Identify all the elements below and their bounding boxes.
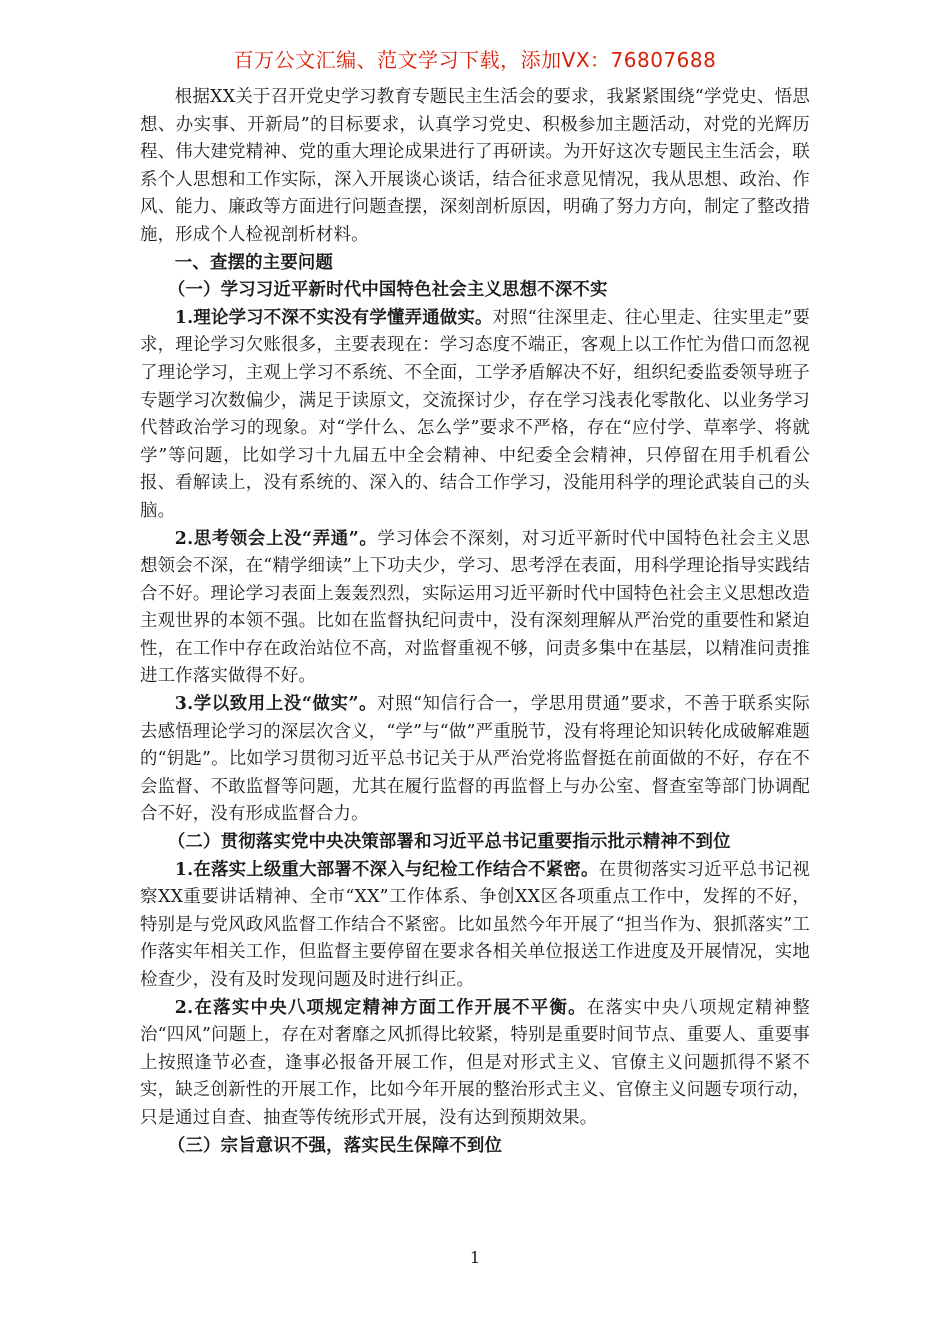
item-text: 对照“往深里走、往心里走、往实里走”要求，理论学习欠账很多，主要表现在：学习态度不端正，客观上以工作忙为借口而忽视了理论学习，主观上学习不系统、不全面，工学矛盾解决不好，组织纪委监委领导班子专题学习次数偏少，满足于读原文，交流探讨少，存在学习浅表化零散化、以业务学习代替政治学习的现象。对“学什么、怎么学”要求不严格，存在“应付学、草率学、将就学”等问题，比如学习十九届五中全会精神、中纪委全会精神，只停留在用手机看公报、看解读上，没有系统的、深入的、结合工作学习，没能用科学的理论武装自己的头脑。: [140, 307, 810, 521]
item-paragraph: [140, 526, 810, 692]
item-paragraph: [140, 691, 810, 829]
subsection-heading: （一）学习习近平新时代中国特色社会主义思想不深不实: [167, 280, 608, 301]
item-lead: 3.学以致用上没“做实”。: [174, 694, 378, 715]
item-text: 学习体会不深刻，对习近平新时代中国特色社会主义思想领会不深，在“精学细读”上下功夫少，学习、思考浮在表面，用科学理论指导实践结合不好。理论学习表面上轰轰烈烈，实际运用习近平新时代中国特色社会主义思想改造主观世界的本领不强。比如在监督执纪问责中，没有深刻理解从严治党的重要性和紧迫性，在工作中存在政治站位不高，对监督重视不够，问责多集中在基层，以精准问责推进工作落实做得不好。: [140, 528, 811, 687]
section-heading: 一、查摆的主要问题: [174, 252, 334, 273]
intro-paragraph: 根据XX关于召开党史学习教育专题民主生活会的要求，我紧紧围绕“学党史、悟思想、办实事、开新局”的目标要求，认真学习党史、积极参加主题活动，对党的光辉历程、伟大建党精神、党的重大理论成果进行了再研读。为开好这次专题民主生活会，联系个人思想和工作实际，深入开展谈心谈话，结合征求意见情况，我从思想、政治、作风、能力、廉政等方面进行问题查摆，深刻剖析原因，明确了努力方向，制定了整改措施，形成个人检视剖析材料。: [140, 87, 810, 245]
item-lead: 2.思考领会上没“弄通”。: [174, 528, 378, 549]
document-body: [140, 84, 810, 1160]
item-paragraph: [140, 995, 810, 1133]
download-banner: 百万公文汇编、范文学习下载，添加VX：76807688: [233, 48, 717, 72]
item-paragraph: [140, 857, 810, 995]
item-text: 在落实中央八项规定精神整治“四风”问题上，存在对奢靡之风抓得比较紧，特别是重要时间节点、重要人、重要事上按照逢节必查，逢事必报备开展工作，但是对形式主义、官僚主义问题抓得不紧不实，缺乏创新性的开展工作，比如今年开展的整治形式主义、官僚主义问题专项行动，只是通过自查、抽查等传统形式开展，没有达到预期效果。: [140, 997, 810, 1128]
subsection-heading: （三）宗旨意识不强，落实民生保障不到位: [167, 1135, 503, 1156]
item-text: 在贯彻落实习近平总书记视察XX重要讲话精神、全市“XX”工作体系、争创XX区各项重点工作中，发挥的不好，特别是与党风政风监督工作结合不紧密。比如虽然今年开展了“担当作为、狠抓落实”工作落实年相关工作，但监督主要停留在要求各相关单位报送工作进度及开展情况，实地检查少，没有及时发现问题及时进行纠正。: [140, 859, 810, 990]
item-lead: 1.理论学习不深不实没有学懂弄通做实。: [174, 307, 493, 328]
page-number: 1: [469, 1248, 481, 1267]
subsection-heading: （二）贯彻落实党中央决策部署和习近平总书记重要指示批示精神不到位: [167, 832, 731, 853]
item-text: 对照“知信行合一，学思用贯通”要求，不善于联系实际去感悟理论学习的深层次含义，“学”与“做”严重脱节，没有将理论知识转化成破解难题的“钥匙”。比如学习贯彻习近平总书记关于从严治党将监督挺在前面做的不好，存在不会监督、不敢监督等问题，尤其在履行监督的再监督上与办公室、督查室等部门协调配合不好，没有形成监督合力。: [140, 694, 810, 825]
item-lead: 1.在落实上级重大部署不深入与纪检工作结合不紧密。: [174, 859, 599, 880]
item-lead: 2.在落实中央八项规定精神方面工作开展不平衡。: [174, 997, 587, 1018]
item-paragraph: [140, 305, 810, 526]
